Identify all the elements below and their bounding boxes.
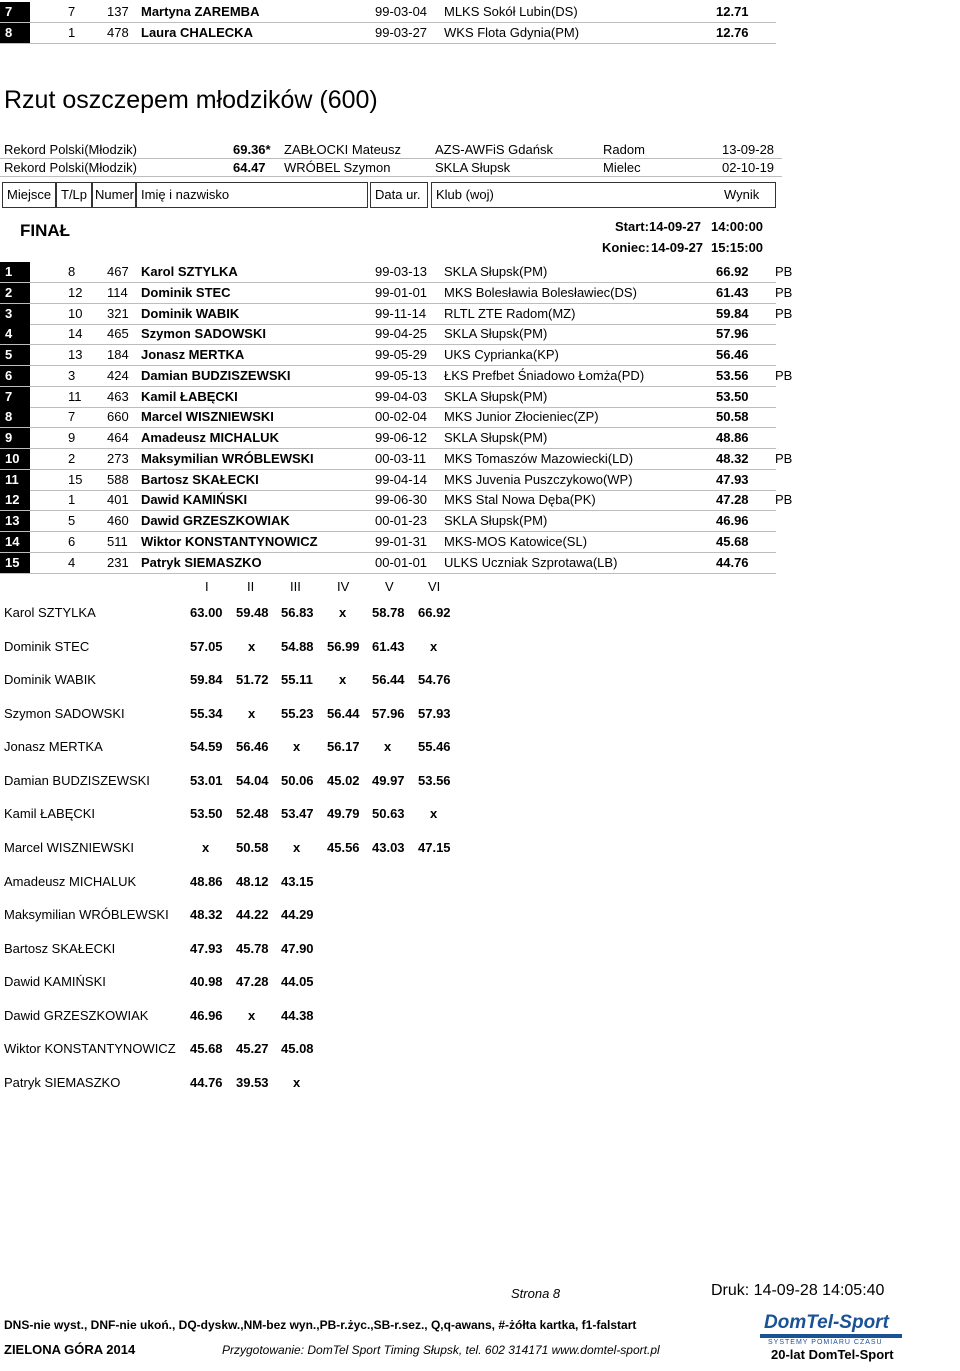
- attempt-cell: 47.93: [190, 940, 223, 956]
- dob-cell: 00-02-04: [375, 409, 428, 425]
- end-label: Koniec:: [602, 240, 650, 255]
- attempt-cell: 48.86: [190, 873, 223, 889]
- name-cell: Martyna ZAREMBA: [141, 4, 260, 19]
- tlp-cell: 6: [68, 533, 76, 549]
- prev-result-row: [0, 23, 960, 43]
- record-city: Radom: [603, 142, 645, 157]
- attempt-cell: 51.72: [236, 672, 269, 688]
- pb-badge: PB: [775, 264, 793, 279]
- result-cell: 53.50: [716, 388, 749, 404]
- attempt-cell: 56.17: [327, 739, 360, 755]
- tlp-cell: 9: [68, 430, 76, 445]
- attempt-cell: 47.28: [236, 974, 269, 990]
- record-label: Rekord Polski(Młodzik): [4, 142, 137, 157]
- record-city: Mielec: [603, 160, 641, 175]
- city-year: ZIELONA GÓRA 2014: [4, 1342, 136, 1357]
- start-date: 14-09-27: [649, 219, 702, 234]
- dob-cell: 00-01-01: [375, 554, 428, 570]
- series-header-3: III: [290, 579, 301, 594]
- result-row: [0, 428, 960, 448]
- prev-result-row: [0, 2, 960, 22]
- page-number: Strona 8: [511, 1286, 561, 1301]
- name-cell: Maksymilian WRÓBLEWSKI: [141, 450, 314, 466]
- result-cell: 47.93: [716, 471, 749, 487]
- anniversary-text: 20-lat DomTel-Sport: [771, 1347, 894, 1362]
- number-cell: 463: [107, 388, 129, 404]
- record-club: AZS-AWFiS Gdańsk: [435, 142, 553, 157]
- attempt-cell: 55.46: [418, 739, 451, 755]
- dob-cell: 99-04-14: [375, 471, 428, 487]
- header-result: Wynik: [724, 187, 760, 202]
- attempt-cell: 49.79: [327, 806, 360, 822]
- header-club: Klub (woj): [431, 182, 776, 208]
- number-cell: 114: [107, 284, 128, 300]
- record-club: SKLA Słupsk: [435, 160, 511, 175]
- number-cell: 273: [107, 450, 129, 466]
- attempt-cell: 45.68: [190, 1041, 223, 1057]
- place-cell: 13: [0, 511, 30, 531]
- number-cell: 478: [107, 25, 129, 40]
- dob-cell: 99-01-01: [375, 284, 428, 300]
- dob-cell: 99-04-03: [375, 388, 428, 404]
- name-cell: Bartosz SKAŁECKI: [141, 471, 259, 487]
- club-cell: ULKS Uczniak Szprotawa(LB): [444, 554, 618, 570]
- name-cell: Wiktor KONSTANTYNOWICZ: [141, 533, 318, 549]
- records-divider: [0, 176, 782, 177]
- club-cell: ŁKS Prefbet Śniadowo Łomża(PD): [444, 367, 645, 383]
- number-cell: 464: [107, 430, 129, 445]
- series-name: Maksymilian WRÓBLEWSKI: [4, 907, 169, 923]
- result-row: [0, 532, 960, 552]
- place-cell: 5: [0, 345, 30, 365]
- dob-cell: 99-06-12: [375, 430, 428, 445]
- tlp-cell: 8: [68, 264, 76, 279]
- pb-badge: PB: [775, 284, 793, 300]
- attempt-cell: x: [430, 806, 438, 822]
- result-row: [0, 407, 960, 427]
- attempt-cell: 58.78: [372, 605, 405, 620]
- result-cell: 12.71: [716, 4, 749, 19]
- club-cell: SKLA Słupsk(PM): [444, 326, 548, 342]
- domtel-logo: [756, 1312, 906, 1348]
- attempt-cell: x: [248, 705, 256, 721]
- tlp-cell: 11: [68, 388, 82, 404]
- attempt-cell: 59.48: [236, 605, 269, 620]
- attempt-cell: 50.58: [236, 840, 269, 855]
- club-cell: UKS Cyprianka(KP): [444, 347, 559, 362]
- logo-subtext: SYSTEMY POMIARU CZASU: [768, 1339, 883, 1346]
- tlp-cell: 1: [68, 492, 76, 508]
- tlp-cell: 13: [68, 347, 83, 362]
- number-cell: 467: [107, 264, 129, 279]
- series-name: Bartosz SKAŁECKI: [4, 940, 116, 956]
- attempt-cell: 50.63: [372, 806, 405, 822]
- pb-badge: PB: [775, 492, 793, 508]
- place-cell: 9: [0, 428, 30, 448]
- place-cell: 8: [0, 407, 30, 427]
- tlp-cell: 10: [68, 305, 83, 321]
- name-cell: Amadeusz MICHALUK: [141, 430, 279, 445]
- attempt-cell: 56.46: [236, 739, 269, 755]
- result-row: [0, 470, 960, 490]
- club-cell: MKS Juvenia Puszczykowo(WP): [444, 471, 633, 487]
- attempt-cell: x: [248, 638, 256, 654]
- attempt-cell: 47.15: [418, 840, 451, 855]
- attempt-cell: 44.22: [236, 907, 269, 923]
- record-date: 13-09-28: [722, 142, 775, 157]
- club-cell: MKS Tomaszów Mazowiecki(LD): [444, 450, 634, 466]
- number-cell: 137: [107, 4, 129, 19]
- series-name: Marcel WISZNIEWSKI: [4, 840, 135, 855]
- series-name: Amadeusz MICHALUK: [4, 873, 137, 889]
- series-header-6: VI: [428, 579, 441, 594]
- place-cell: 11: [0, 470, 30, 490]
- result-row: [0, 283, 960, 303]
- name-cell: Dominik WABIK: [141, 305, 240, 321]
- record-row: [0, 159, 960, 177]
- name-cell: Karol SZTYLKA: [141, 264, 238, 279]
- number-cell: 465: [107, 326, 129, 342]
- result-row: [0, 345, 960, 365]
- attempt-cell: x: [293, 1075, 301, 1090]
- attempt-cell: 56.44: [327, 705, 360, 721]
- number-cell: 511: [107, 533, 128, 549]
- place-cell: 15: [0, 553, 30, 573]
- series-name: Dominik WABIK: [4, 672, 96, 688]
- attempt-cell: x: [339, 672, 347, 688]
- header-dob: Data ur.: [370, 182, 428, 208]
- attempt-cell: 61.43: [372, 638, 405, 654]
- pb-badge: PB: [775, 367, 793, 383]
- name-cell: Jonasz MERTKA: [141, 347, 245, 362]
- attempt-cell: x: [202, 840, 210, 855]
- header-number: Numer: [92, 182, 136, 208]
- record-holder: ZABŁOCKI Mateusz: [284, 142, 402, 157]
- end-date: 14-09-27: [651, 240, 704, 255]
- header-place: Miejsce: [2, 182, 56, 208]
- result-row: [0, 511, 960, 531]
- series-name: Dominik STEC: [4, 638, 90, 654]
- club-cell: WKS Flota Gdynia(PM): [444, 25, 580, 40]
- series-name: Szymon SADOWSKI: [4, 705, 125, 721]
- result-row: [0, 449, 960, 469]
- attempt-cell: 43.03: [372, 840, 405, 855]
- attempt-cell: 57.93: [418, 705, 451, 721]
- place-cell: 10: [0, 449, 30, 469]
- series-name: Jonasz MERTKA: [4, 739, 103, 755]
- tlp-cell: 3: [68, 367, 76, 383]
- dob-cell: 99-11-14: [375, 305, 427, 321]
- result-row: [0, 387, 960, 407]
- result-row: [0, 262, 960, 282]
- dob-cell: 99-05-29: [375, 347, 428, 362]
- dob-cell: 99-04-25: [375, 326, 428, 342]
- header-name: Imię i nazwisko: [136, 182, 368, 208]
- attempt-cell: 54.88: [281, 638, 314, 654]
- record-date: 02-10-19: [722, 160, 775, 175]
- series-name: Karol SZTYLKA: [4, 605, 96, 620]
- attempt-cell: 54.76: [418, 672, 451, 688]
- attempt-cell: 59.84: [190, 672, 223, 688]
- club-cell: SKLA Słupsk(PM): [444, 513, 548, 528]
- attempt-cell: 45.78: [236, 940, 269, 956]
- result-row: [0, 324, 960, 344]
- tlp-cell: 2: [68, 450, 76, 466]
- result-cell: 57.96: [716, 326, 749, 342]
- attempt-cell: 57.05: [190, 638, 223, 654]
- attempt-cell: x: [293, 840, 301, 855]
- attempt-cell: 50.06: [281, 772, 314, 788]
- number-cell: 460: [107, 513, 129, 528]
- result-cell: 53.56: [716, 367, 749, 383]
- result-cell: 45.68: [716, 533, 749, 549]
- name-cell: Patryk SIEMASZKO: [141, 554, 262, 570]
- attempt-cell: 44.38: [281, 1007, 314, 1023]
- attempt-cell: 53.47: [281, 806, 314, 822]
- pb-badge: PB: [775, 305, 793, 321]
- name-cell: Dominik STEC: [141, 284, 231, 300]
- attempt-cell: x: [430, 638, 438, 654]
- result-cell: 48.86: [716, 430, 749, 445]
- place-cell: 3: [0, 304, 30, 324]
- attempt-cell: 53.56: [418, 772, 451, 788]
- place-cell: 12: [0, 490, 30, 510]
- result-cell: 66.92: [716, 264, 749, 279]
- tlp-cell: 12: [68, 284, 83, 300]
- place-cell: 2: [0, 283, 30, 303]
- record-holder: WRÓBEL Szymon: [284, 160, 391, 175]
- attempt-cell: 55.34: [190, 705, 223, 721]
- attempt-cell: 48.32: [190, 907, 223, 923]
- series-name: Dawid KAMIŃSKI: [4, 974, 106, 990]
- attempt-cell: 55.23: [281, 705, 314, 721]
- dob-cell: 99-03-04: [375, 4, 428, 19]
- prep-info: Przygotowanie: DomTel Sport Timing Słupsk, tel. 602 314171 www.domtel-sport.pl: [222, 1343, 660, 1357]
- attempt-cell: 66.92: [418, 605, 451, 620]
- series-name: Patryk SIEMASZKO: [4, 1075, 121, 1090]
- name-cell: Dawid GRZESZKOWIAK: [141, 513, 290, 528]
- name-cell: Dawid KAMIŃSKI: [141, 492, 248, 508]
- record-value: 69.36*: [233, 142, 271, 157]
- attempt-cell: x: [248, 1007, 256, 1023]
- series-header-4: IV: [337, 579, 350, 594]
- result-row: [0, 304, 960, 324]
- club-cell: MKS Junior Złocieniec(ZP): [444, 409, 599, 425]
- series-name: Kamil ŁABĘCKI: [4, 806, 96, 822]
- place-cell: 8: [0, 23, 30, 43]
- attempt-cell: 56.99: [327, 638, 360, 654]
- place-cell: 6: [0, 366, 30, 386]
- series-header-2: II: [247, 579, 255, 594]
- tlp-cell: 15: [68, 471, 83, 487]
- club-cell: MKS-MOS Katowice(SL): [444, 533, 588, 549]
- number-cell: 321: [107, 305, 129, 321]
- row-divider: [0, 43, 776, 44]
- attempt-cell: 57.96: [372, 705, 405, 721]
- header-tlp: T/Lp: [56, 182, 92, 208]
- attempt-cell: 54.04: [236, 772, 269, 788]
- dob-cell: 99-05-13: [375, 367, 428, 383]
- name-cell: Szymon SADOWSKI: [141, 326, 266, 342]
- dob-cell: 99-06-30: [375, 492, 428, 508]
- number-cell: 184: [107, 347, 129, 362]
- series-header-1: I: [205, 579, 209, 594]
- result-cell: 12.76: [716, 25, 749, 40]
- attempt-cell: 53.50: [190, 806, 223, 822]
- dob-cell: 99-03-27: [375, 25, 428, 40]
- row-divider: [0, 573, 776, 574]
- attempt-cell: x: [339, 605, 347, 620]
- tlp-cell: 14: [68, 326, 83, 342]
- name-cell: Damian BUDZISZEWSKI: [141, 367, 291, 383]
- attempt-cell: 47.90: [281, 940, 314, 956]
- attempt-cell: 53.01: [190, 772, 223, 788]
- attempt-cell: 40.98: [190, 974, 223, 990]
- attempt-cell: 48.12: [236, 873, 269, 889]
- dob-cell: 99-03-13: [375, 264, 428, 279]
- start-label: Start:: [615, 219, 649, 234]
- record-row: [0, 141, 960, 159]
- series-header-5: V: [385, 579, 394, 594]
- club-cell: SKLA Słupsk(PM): [444, 388, 548, 404]
- attempt-cell: 49.97: [372, 772, 405, 788]
- place-cell: 7: [0, 2, 30, 22]
- print-timestamp: Druk: 14-09-28 14:05:40: [711, 1282, 885, 1299]
- number-cell: 401: [107, 492, 129, 508]
- number-cell: 588: [107, 471, 129, 487]
- club-cell: MKS Bolesławia Bolesławiec(DS): [444, 284, 637, 300]
- series-name: Wiktor KONSTANTYNOWICZ: [4, 1041, 176, 1057]
- number-cell: 424: [107, 367, 129, 383]
- attempt-cell: 39.53: [236, 1075, 269, 1090]
- result-cell: 48.32: [716, 450, 749, 466]
- attempt-cell: 45.02: [327, 772, 360, 788]
- attempt-cell: 46.96: [190, 1007, 223, 1023]
- attempt-cell: 45.27: [236, 1041, 269, 1057]
- series-name: Dawid GRZESZKOWIAK: [4, 1007, 149, 1023]
- number-cell: 231: [107, 554, 129, 570]
- tlp-cell: 7: [68, 4, 76, 19]
- place-cell: 14: [0, 532, 30, 552]
- attempt-cell: 54.59: [190, 739, 223, 755]
- result-cell: 50.58: [716, 409, 749, 425]
- attempt-cell: 44.29: [281, 907, 314, 923]
- attempt-cell: 45.56: [327, 840, 360, 855]
- record-label: Rekord Polski(Młodzik): [4, 160, 137, 175]
- result-cell: 56.46: [716, 347, 749, 362]
- result-cell: 44.76: [716, 554, 749, 570]
- dob-cell: 99-01-31: [375, 533, 428, 549]
- place-cell: 1: [0, 262, 30, 282]
- result-cell: 59.84: [716, 305, 749, 321]
- attempt-cell: 55.11: [281, 672, 313, 688]
- tlp-cell: 1: [68, 25, 76, 40]
- records-divider: [0, 158, 782, 159]
- result-cell: 46.96: [716, 513, 749, 528]
- result-cell: 61.43: [716, 284, 749, 300]
- club-cell: SKLA Słupsk(PM): [444, 430, 548, 445]
- legend-text: DNS-nie wyst., DNF-nie ukoń., DQ-dyskw.,NM-bez wyn.,PB-r.życ.,SB-r.sez., Q,q-awans, #-żółta kartka, f1-falstart: [4, 1318, 637, 1332]
- attempt-cell: x: [293, 739, 301, 755]
- record-value: 64.47: [233, 160, 266, 175]
- tlp-cell: 4: [68, 554, 76, 570]
- dob-cell: 00-03-11: [375, 450, 427, 466]
- result-row: [0, 553, 960, 573]
- attempt-cell: 56.44: [372, 672, 405, 688]
- place-cell: 4: [0, 324, 30, 344]
- attempt-cell: 43.15: [281, 873, 314, 889]
- end-time: 15:15:00: [711, 240, 764, 255]
- logo-text: DomTel-Sport: [764, 1312, 889, 1333]
- tlp-cell: 5: [68, 513, 76, 528]
- final-label: FINAŁ: [20, 221, 71, 240]
- attempt-cell: x: [384, 739, 392, 755]
- pb-badge: PB: [775, 450, 793, 466]
- tlp-cell: 7: [68, 409, 76, 425]
- result-row: [0, 490, 960, 510]
- name-cell: Marcel WISZNIEWSKI: [141, 409, 274, 425]
- series-name: Damian BUDZISZEWSKI: [4, 772, 150, 788]
- club-cell: MLKS Sokół Lubin(DS): [444, 4, 578, 19]
- event-title: Rzut oszczepem młodzików (600): [4, 86, 378, 114]
- place-cell: 7: [0, 387, 30, 407]
- club-cell: MKS Stal Nowa Dęba(PK): [444, 492, 596, 508]
- name-cell: Laura CHALECKA: [141, 25, 253, 40]
- start-time: 14:00:00: [711, 219, 764, 234]
- dob-cell: 00-01-23: [375, 513, 428, 528]
- attempt-cell: 44.76: [190, 1075, 223, 1090]
- attempt-cell: 44.05: [281, 974, 314, 990]
- attempt-cell: 63.00: [190, 605, 223, 620]
- name-cell: Kamil ŁABĘCKI: [141, 388, 238, 404]
- attempt-cell: 45.08: [281, 1041, 314, 1057]
- result-row: [0, 366, 960, 386]
- club-cell: RLTL ZTE Radom(MZ): [444, 305, 576, 321]
- attempt-cell: 52.48: [236, 806, 269, 822]
- result-cell: 47.28: [716, 492, 749, 508]
- club-cell: SKLA Słupsk(PM): [444, 264, 548, 279]
- attempt-cell: 56.83: [281, 605, 314, 620]
- number-cell: 660: [107, 409, 129, 425]
